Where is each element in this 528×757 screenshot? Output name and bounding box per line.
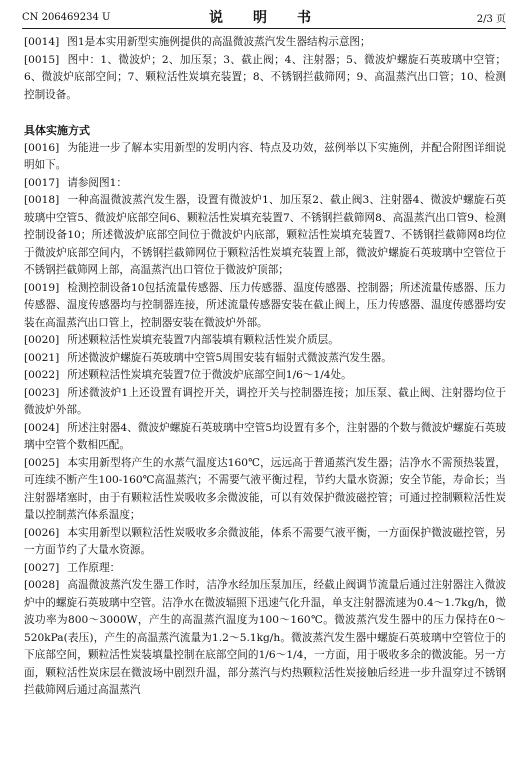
paragraph-number: [0028] [24, 579, 60, 591]
paragraph-text: 一种高温微波蒸汽发生器，设置有微波炉1、加压泵2、截止阀3、注射器4、微波炉螺旋石英玻璃中空管5、微波炉底部空间6、颗粒活性炭填充装置7、不锈钢拦截筛网8、高温蒸汽出口管9、检测控制设备10；所述微波炉底部空间位于微波炉内底部，颗粒活性炭填充装置7、不锈钢拦截筛网8均位于微波炉底部空间内，不锈钢拦截筛网位于颗粒活性炭填充装置上部，微波炉螺旋石英玻璃中空管位于不锈钢拦截筛网上部，高温蒸汽出口管位于微波炉顶部； [24, 194, 506, 276]
paragraph-text: 所述颗粒活性炭填充装置7位于微波炉底部空间1/6～1/4处。 [67, 369, 352, 381]
page-number: 2/3 页 [476, 13, 506, 25]
paragraph-number: [0024] [24, 421, 60, 434]
paragraph-number: [0023] [24, 386, 60, 399]
paragraph [24, 525, 506, 560]
page-title: 说 明 书 [209, 10, 319, 26]
paragraph [24, 52, 506, 105]
paragraph-text: 为能进一步了解本实用新型的发明内容、特点及功效，兹例举以下实施例，并配合附图详细说明如下。 [24, 141, 506, 171]
paragraph [24, 420, 506, 455]
paragraph [24, 455, 506, 525]
paragraph-text: 高温微波蒸汽发生器工作时，洁净水经加压泵加压，经截止阀调节流量后通过注射器注入微波炉中的螺旋石英玻璃中空管。洁净水在微波辐照下迅速气化升温，单支注射器流速为0.4～1.7kg/h，微波功率为800～3000W，产生的高温蒸汽温度为100～160℃。微波蒸汽发生器中的压力保持在0～520kPa(表压)，产生的高温蒸汽流量为1.2～5.1kg/h。微波蒸汽发生器中螺旋石英玻璃中空管位于的下底部空间，颗粒活性炭装填量控制在底部空间的1/6～1/4，一方面，用于吸收多余的微波能。另一方面，颗粒活性炭床层在微波场中剧烈升温，部分蒸汽与灼热颗粒活性炭接触后经进一步升温穿过不锈钢拦截筛网后通过高温蒸汽 [24, 579, 506, 696]
paragraph-text: 所述颗粒活性炭填充装置7内部装填有颗粒活性炭介质层。 [67, 334, 339, 346]
paragraph-number: [0018] [24, 194, 60, 206]
paragraph-number: [0025] [24, 456, 60, 469]
paragraph [24, 140, 506, 175]
paragraph-text: 图1是本实用新型实施例提供的高温微波蒸汽发生器结构示意图； [67, 36, 371, 48]
paragraph-text: 请参阅图1： [67, 176, 127, 189]
paragraph-number: [0020] [24, 334, 60, 346]
paragraph-number: [0027] [24, 561, 60, 574]
paragraph-number: [0026] [24, 526, 60, 539]
paragraph [24, 175, 506, 193]
paragraph [24, 280, 506, 333]
paragraph-number: [0019] [24, 281, 60, 294]
paragraph-text: 本实用新型以颗粒活性炭吸收多余微波能，体系不需要气液平衡，一方面保护微波磁控管，另一方面节约了大量水资源。 [24, 526, 506, 556]
paragraph-number: [0016] [24, 141, 60, 154]
document-body [24, 34, 506, 700]
paragraph-text: 所述微波炉螺旋石英玻璃中空管5周围安装有辐射式微波蒸汽发生器。 [67, 351, 392, 364]
paragraph [24, 332, 506, 350]
paragraph-text: 工作原理： [67, 561, 121, 574]
paragraph [24, 577, 506, 700]
paragraph-text: 所述微波炉1上还设置有调控开关，调控开关与控制器连接；加压泵、截止阀、注射器均位于微波炉外部。 [24, 386, 506, 416]
paragraph [24, 367, 506, 385]
document-number: CN 206469234 U [22, 11, 111, 23]
paragraph-text: 图中：1、微波炉；2、加压泵；3、截止阀；4、注射器；5、微波炉螺旋石英玻璃中空管；6、微波炉底部空间；7、颗粒活性炭填充装置；8、不锈钢拦截筛网；9、高温蒸汽出口管；10、检测控制设备。 [24, 53, 506, 101]
paragraph [24, 385, 506, 420]
paragraph-number: [0017] [24, 176, 60, 189]
paragraph [24, 34, 506, 52]
paragraph-number: [0014] [24, 36, 60, 48]
paragraph [24, 192, 506, 280]
paragraph [24, 560, 506, 578]
page-header [22, 6, 506, 29]
paragraph-number: [0015] [24, 53, 60, 66]
section-heading: 具体实施方式 [24, 124, 90, 137]
paragraph-text: 所述注射器4、微波炉螺旋石英玻璃中空管5均设置有多个，注射器的个数与微波炉螺旋石英玻璃中空管个数相匹配。 [24, 421, 506, 451]
paragraph-number: [0022] [24, 369, 60, 381]
paragraph-text: 检测控制设备10包括流量传感器、压力传感器、温度传感器、控制器；所述流量传感器、压力传感器、温度传感器均与控制器连接，所述流量传感器安装在截止阀上，压力传感器、温度传感器均安装在高温蒸汽出口管上，控制器安装在微波炉外部。 [24, 281, 506, 329]
paragraph-text: 本实用新型将产生的水蒸气温度达160℃，远远高于普通蒸汽发生器；洁净水不需预热装置，可连续不断产生100-160℃高温蒸汽；不需要气液平衡过程，节约大量水资源；安全节能，寿命长；当注射器堵塞时，由于有颗粒活性炭吸收多余微波能，可以有效保护微波磁控管；可通过控制颗粒活性炭量以控制蒸汽体系温度； [24, 456, 506, 521]
paragraph [24, 350, 506, 368]
paragraph-number: [0021] [24, 351, 60, 364]
